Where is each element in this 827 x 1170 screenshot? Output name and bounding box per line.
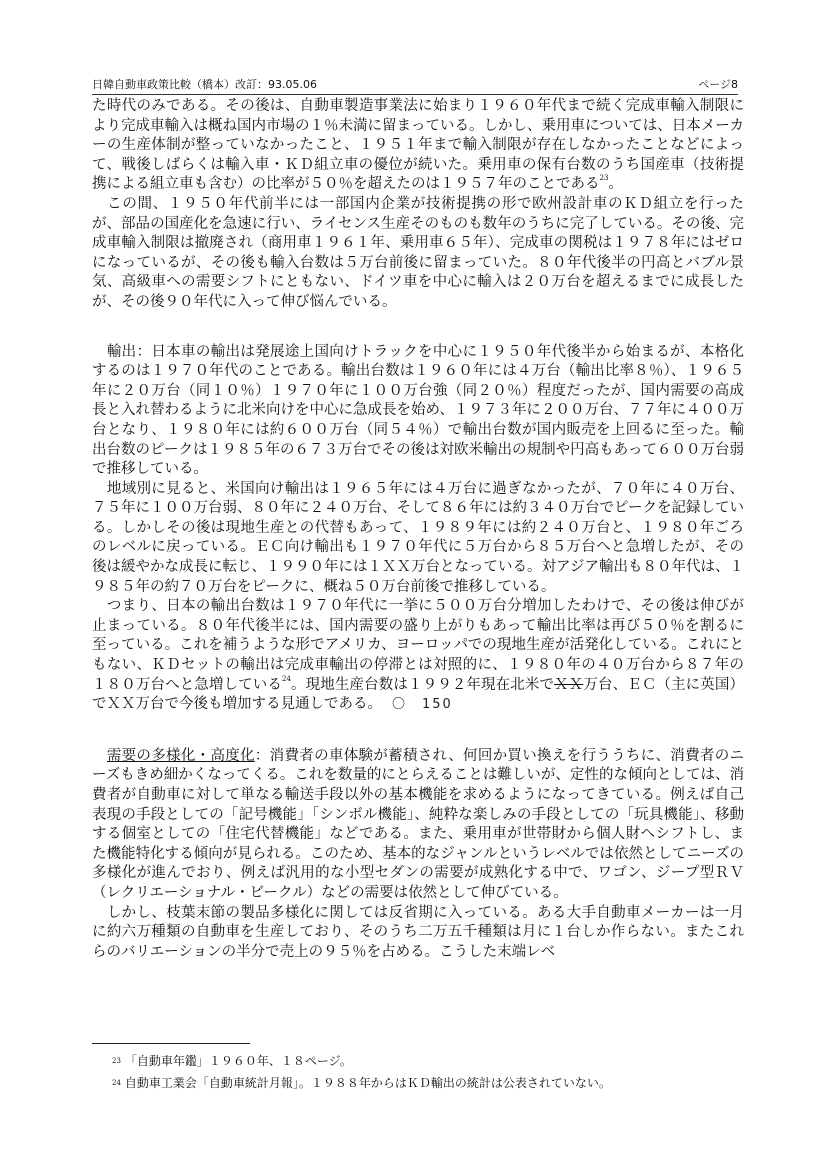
header-title: 日韓自動車政策比較（橋本）改訂：93.05.06	[92, 78, 317, 91]
footnote: $^{24}$ 自動車工業会「自動車統計月報」。１９８８年からはＫＤ輸出の統計は公表されていない。	[112, 1076, 611, 1090]
paragraph-demand: 需要の多様化・高度化：消費者の車体験が蓄積され、何回か買い換えを行ううちに、消費者のニーズもきめ細かくなってくる。これを数量的にとらえることは難しいが、定性的な傾向としては、消費者が自動車に対して単なる輸送手段以外の基本機能を求めるようになってきている。例えば自己表現の手段としての「記号機能」「シンボル機能」、純粋な楽しみの手段としての「玩具機能」、移動する個室としての「住宅代替機能」などである。また、乗用車が世帯財から個人財へシフトし、また機能特化する傾向が見られる。このため、基本的なジャンルというレベルでは依然としてニーズの多様化が進んでおり、例えば汎用的な小型セダンの需要が成熟化する中で、ワゴン、ジープ型ＲＶ（レクリエーショナル・ビークル）などの需要は依然として伸びている。	[92, 747, 745, 901]
footnote: $^{23}$ 「自動車年鑑」１９６０年、１８ページ。	[112, 1054, 352, 1068]
footnote-ref: 23	[599, 174, 609, 183]
page-header	[92, 76, 738, 95]
document-body	[92, 97, 744, 962]
paragraph: しかし、枝葉末節の製品多様化に関しては反省期に入っている。ある大手自動車メーカーは一月に約六万種類の自動車を生産しており、そのうち二万五千種類は月に１台しか作らない。またこれらのバリエーションの半分で売上の９５％を占める。こうした末端レベ	[92, 904, 744, 960]
footnote-ref: 24	[282, 674, 291, 683]
footnotes	[112, 1053, 732, 1097]
struck-text: ＸＸ	[554, 676, 584, 693]
section-heading: 需要の多様化・高度化	[106, 747, 255, 764]
paragraph: 地域別に見ると、米国向け輸出は１９６５年には４万台に過ぎなかったが、７０年に４０万台、７５年に１００万台弱、８０年に２４０万台、そして８６年には約３４０万台でピークを記録している。しかしその後は現地生産との代替もあって、１９８９年には約２４０万台と、１９８０年ごろのレベルに戻っている。ＥＣ向け輸出も１９７０年代に５万台から８５万台へと急増したが、その後は緩やかな成長に転じ、１９９０年には１ＸＸ万台となっている。対アジア輸出も８０年代は、１９８５年の約７０万台をピークに、概ね５０万台前後で推移している。	[92, 480, 744, 595]
paragraph-export: 輸出：日本車の輸出は発展途上国向けトラックを中心に１９５０年代後半から始まるが、本格化するのは１９７０年代のことである。輸出台数は１９６０年には４万台（輸出比率８％）、１９６５年に２０万台（同１０％）１９７０年に１００万台強（同２０％）程度だったが、国内需要の高成長と入れ替わるように北米向けを中心に急成長を始め、１９７３年に２００万台、７７年に４００万台となり、１９８０年には約６００万台（同５４％）で輸出台数が国内販売を上回るに至った。輸出台数のピークは１９８５年の６７３万台でその後は対欧米輸出の規制や円高もあって６００万台弱で推移している。	[92, 343, 744, 478]
paragraph: この間、１９５０年代前半には一部国内企業が技術提携の形で欧州設計車のＫＤ組立を行ったが、部品の国産化を急速に行い、ライセンス生産そのものも数年のうちに完了している。その後、完成車輸入制限は撤廃され（商用車１９６１年、乗用車６５年）、完成車の関税は１９７８年にはゼロになっているが、その後も輸入台数は５万台前後に留まっていた。８０年代後半の円高とバブル景気、高級車への需要シフトにともない、ドイツ車を中心に輸入は２０万台を超えるまでに成長したが、その後９０年代に入って伸び悩んでいる。	[92, 195, 744, 310]
handwritten-note: 〇 150	[392, 697, 453, 713]
page-number: ページ8	[698, 78, 738, 91]
paragraph: た時代のみである。その後は、自動車製造事業法に始まり１９６０年代まで続く完成車輸入制限により完成車輸入は概ね国内市場の１％未満に留まっている。しかし、乗用車については、日本メーカーの生産体制が整っていなかったこと、１９５１年まで輸入制限が存在しなかったことなどによって、戦後しばらくは輸入車・ＫＤ組立車の優位が続いた。乗用車の保有台数のうち国産車（技術提携による組立車も含む）の比率が５０％を超えたのは１９５７年のことである$^{23}$。	[92, 98, 744, 193]
footnote-rule	[92, 1043, 250, 1044]
paragraph: つまり、日本の輸出台数は１９７０年代に一挙に５００万台分増加したわけで、その後は伸びが止まっている。８０年代後半には、国内需要の盛り上がりもあって輸出比率は再び５０％を割るに至っている。これを補うような形でアメリカ、ヨーロッパでの現地生産が活発化している。これにともない、ＫＤセットの輸出は完成車輸出の停滞とは対照的に、１９８０年の４０万台から８７年の１８０万台へと急増している$^{24}$。現地生産台数は１９９２年現在北米でＸＸ万台、ＥＣ（主に英国）でＸＸ万台で今後も増加する見通しである。 〇 150	[92, 598, 745, 713]
